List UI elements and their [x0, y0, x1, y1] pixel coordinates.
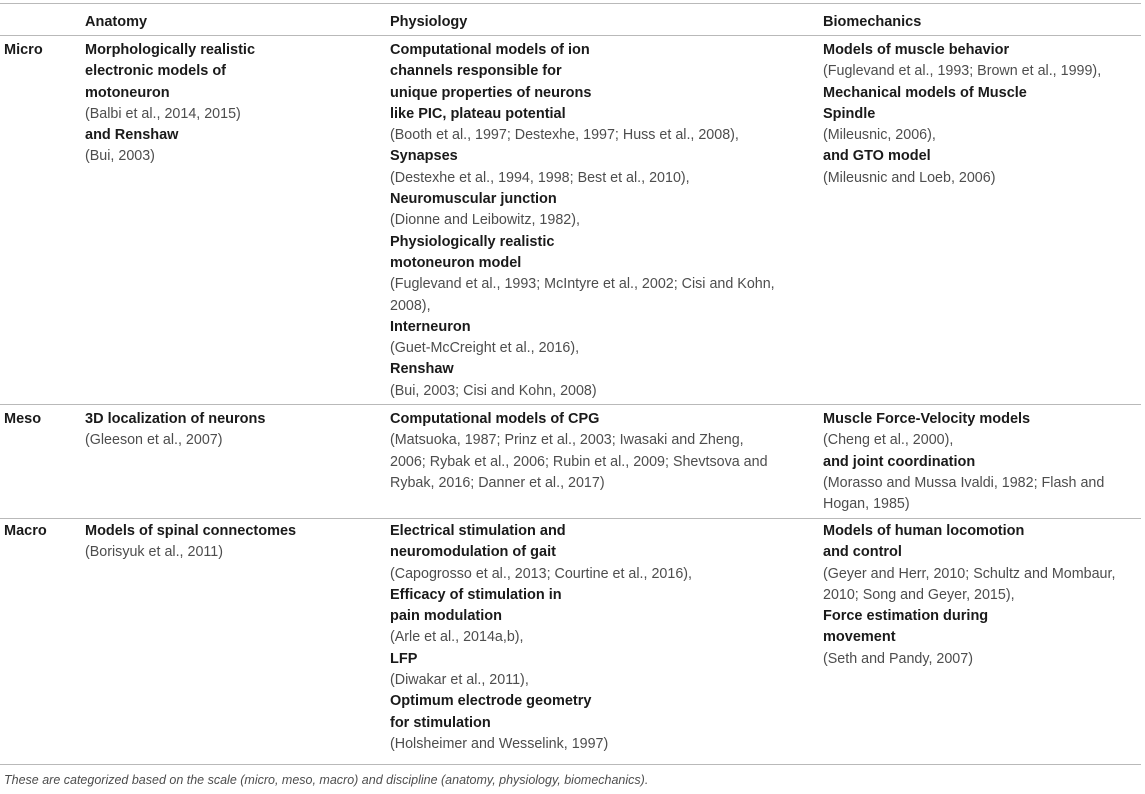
model-title-line: Models of spinal connectomes	[85, 523, 297, 539]
scale-label: Micro	[4, 42, 43, 58]
cell-physiology	[390, 40, 810, 402]
model-title-line: Interneuron	[390, 318, 471, 335]
reference-line: 2008),	[390, 297, 431, 314]
cell-physiology	[390, 521, 810, 755]
row-divider-micro-meso	[0, 404, 1141, 405]
reference-line: (Borisyuk et al., 2011)	[85, 544, 223, 561]
reference-line: (Booth et al., 1997; Destexhe, 1997; Huss et al., 2008),	[390, 127, 739, 144]
reference-line: Hogan, 1985)	[823, 496, 910, 513]
model-title-line: 3D localization of neurons	[85, 411, 266, 427]
model-title-line: LFP	[390, 650, 418, 667]
table-bottom-rule	[0, 764, 1141, 765]
cell-biomechanics	[823, 409, 1141, 515]
model-title-line: Morphologically realistic	[85, 42, 256, 58]
model-title-line: Computational models of CPG	[390, 411, 600, 427]
reference-line: 2006; Rybak et al., 2006; Rubin et al., 2009; Shevtsova and	[390, 453, 768, 470]
cell-anatomy	[85, 409, 375, 452]
model-title-line: Physiologically realistic	[390, 233, 555, 250]
model-title-line: Force estimation during	[823, 608, 989, 625]
model-title-line: and control	[823, 544, 902, 561]
reference-line: (Dionne and Leibowitz, 1982),	[390, 212, 580, 229]
reference-line: (Arle et al., 2014a,b),	[390, 629, 524, 646]
model-title-line: Mechanical models of Muscle	[823, 84, 1027, 101]
reference-line: (Holsheimer and Wesselink, 1997)	[390, 735, 609, 752]
model-title-line: Neuromuscular junction	[390, 191, 557, 208]
reference-line: (Capogrosso et al., 2013; Courtine et al., 2016),	[390, 565, 693, 582]
header-rule	[0, 35, 1141, 36]
model-title-line: Models of human locomotion	[823, 523, 1025, 539]
reference-line: 2010; Song and Geyer, 2015),	[823, 586, 1015, 603]
model-title-line: neuromodulation of gait	[390, 544, 556, 561]
model-title-line: Efficacy of stimulation in	[390, 586, 562, 603]
reference-line: (Geyer and Herr, 2010; Schultz and Mombaur,	[823, 565, 1116, 582]
reference-line: (Matsuoka, 1987; Prinz et al., 2003; Iwasaki and Zheng,	[390, 432, 744, 449]
reference-line: (Destexhe et al., 1994, 1998; Best et al., 2010),	[390, 169, 690, 186]
model-title-line: Electrical stimulation and	[390, 523, 566, 539]
reference-line: (Bui, 2003)	[85, 148, 155, 165]
cell-physiology	[390, 409, 810, 494]
table-top-rule	[0, 3, 1141, 4]
reference-line: Rybak, 2016; Danner et al., 2017)	[390, 474, 605, 491]
model-title-line: and Renshaw	[85, 127, 179, 144]
reference-line: (Guet-McCreight et al., 2016),	[390, 340, 580, 357]
model-title-line: and joint coordination	[823, 453, 976, 470]
header-biomechanics: Biomechanics	[823, 14, 922, 30]
model-title-line: motoneuron	[85, 84, 170, 101]
cell-biomechanics	[823, 40, 1141, 189]
reference-line: (Mileusnic and Loeb, 2006)	[823, 169, 996, 186]
cell-anatomy	[85, 40, 375, 168]
model-title-line: and GTO model	[823, 148, 931, 165]
header-anatomy: Anatomy	[85, 14, 148, 30]
model-title-line: Spindle	[823, 105, 876, 122]
scale-label: Meso	[4, 411, 42, 427]
model-title-line: motoneuron model	[390, 254, 522, 271]
model-title-line: pain modulation	[390, 608, 502, 625]
model-title-line: for stimulation	[390, 714, 491, 731]
model-title-line: unique properties of neurons	[390, 84, 592, 101]
reference-line: (Fuglevand et al., 1993; McIntyre et al., 2002; Cisi and Kohn,	[390, 276, 775, 293]
model-title-line: Muscle Force-Velocity models	[823, 411, 1031, 427]
table-footnote: These are categorized based on the scale (micro, meso, macro) and discipline (anatomy, physiology, biomechanics).	[4, 773, 649, 787]
model-title-line: Synapses	[390, 148, 458, 165]
model-title-line: electronic models of	[85, 63, 227, 80]
reference-line: (Fuglevand et al., 1993; Brown et al., 1999),	[823, 63, 1102, 80]
reference-line: (Balbi et al., 2014, 2015)	[85, 105, 241, 122]
reference-line: (Bui, 2003; Cisi and Kohn, 2008)	[390, 382, 597, 399]
reference-line: (Gleeson et al., 2007)	[85, 432, 223, 449]
model-title-line: Computational models of ion	[390, 42, 590, 58]
reference-line: (Diwakar et al., 2011),	[390, 672, 529, 689]
scale-label: Macro	[4, 523, 47, 539]
model-title-line: movement	[823, 629, 896, 646]
reference-line: (Seth and Pandy, 2007)	[823, 650, 973, 667]
model-title-line: Models of muscle behavior	[823, 42, 1010, 58]
reference-line: (Morasso and Mussa Ivaldi, 1982; Flash and	[823, 474, 1105, 491]
model-title-line: channels responsible for	[390, 63, 562, 80]
model-title-line: Optimum electrode geometry	[390, 693, 592, 710]
header-physiology: Physiology	[390, 14, 468, 30]
model-title-line: Renshaw	[390, 361, 454, 378]
row-divider-meso-macro	[0, 518, 1141, 519]
cell-anatomy	[85, 521, 375, 564]
model-title-line: like PIC, plateau potential	[390, 105, 566, 122]
reference-line: (Mileusnic, 2006),	[823, 127, 936, 144]
cell-biomechanics	[823, 521, 1141, 670]
reference-line: (Cheng et al., 2000),	[823, 432, 954, 449]
